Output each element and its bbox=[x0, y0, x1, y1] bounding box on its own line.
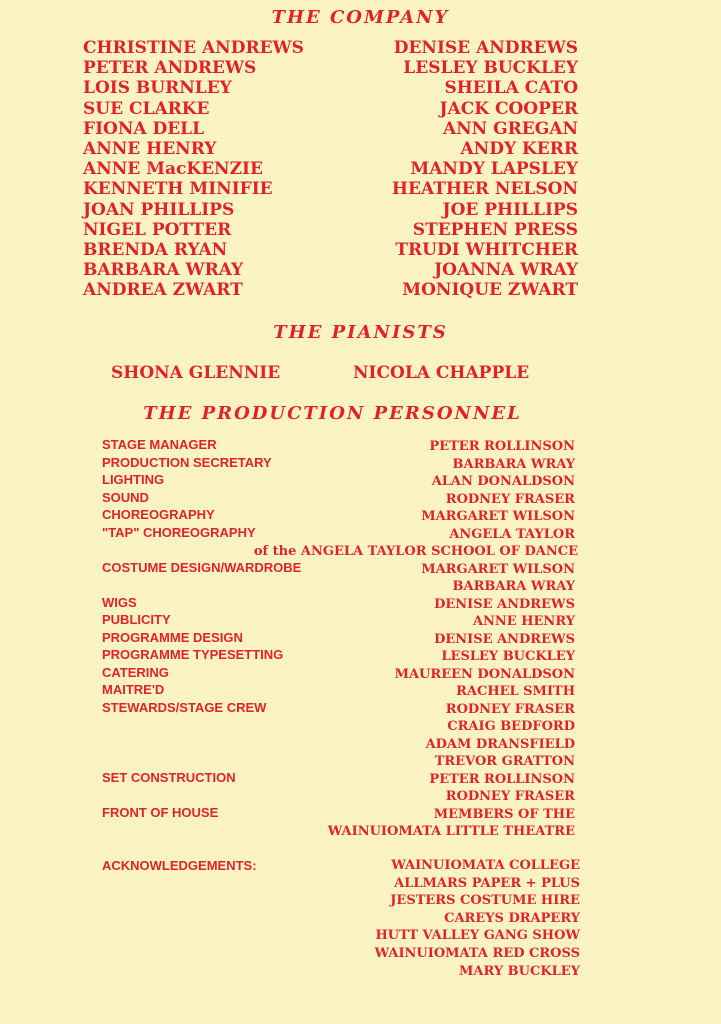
company-member: JOAN PHILLIPS bbox=[83, 199, 235, 220]
company-member: HEATHER NELSON bbox=[391, 179, 578, 200]
company-member: DENISE ANDREWS bbox=[393, 38, 578, 58]
company-member: ANDY KERR bbox=[460, 139, 578, 160]
personnel-name: WAINUIOMATA LITTLE THEATRE bbox=[327, 824, 575, 839]
production-role: COSTUME DESIGN/WARDROBE bbox=[102, 559, 302, 575]
personnel-name: CRAIG BEDFORD bbox=[447, 719, 575, 734]
personnel-name: BARBARA WRAY bbox=[452, 456, 575, 472]
personnel-name: MAUREEN DONALDSON bbox=[394, 666, 575, 682]
company-member: ANNE HENRY bbox=[83, 139, 217, 160]
acknowledgement-name: MARY BUCKLEY bbox=[459, 963, 580, 979]
company-member: FIONA DELL bbox=[83, 118, 205, 139]
company-member: TRUDI WHITCHER bbox=[395, 240, 578, 261]
company-member: JOE PHILLIPS bbox=[442, 199, 578, 220]
personnel-name: MARGARET WILSON bbox=[421, 561, 575, 577]
production-role: CHOREOGRAPHY bbox=[102, 507, 215, 522]
company-member: ANDREA ZWART bbox=[83, 280, 243, 301]
production-role: LIGHTING bbox=[102, 472, 165, 487]
personnel-name: MEMBERS OF THE bbox=[433, 806, 575, 822]
production-role: SOUND bbox=[102, 489, 149, 505]
personnel-name: ALAN DONALDSON bbox=[431, 474, 575, 489]
personnel-name: ANNE HENRY bbox=[472, 614, 575, 629]
production-role: WIGS bbox=[102, 594, 137, 610]
acknowledgements-label: ACKNOWLEDGEMENTS: bbox=[102, 858, 257, 873]
pianists-heading: THE PIANISTS bbox=[273, 322, 448, 343]
acknowledgement-name: WAINUIOMATA RED CROSS bbox=[374, 945, 580, 961]
company-member: STEPHEN PRESS bbox=[412, 219, 578, 240]
company-member: LOIS BURNLEY bbox=[83, 78, 232, 99]
production-role: PRODUCTION SECRETARY bbox=[102, 454, 272, 470]
personnel-name: DENISE ANDREWS bbox=[434, 631, 575, 647]
acknowledgement-name: JESTERS COSTUME HIRE bbox=[390, 893, 580, 909]
personnel-name: ADAM DRANSFIELD bbox=[425, 736, 575, 752]
production-names bbox=[253, 438, 578, 841]
company-member: BRENDA RYAN bbox=[83, 240, 228, 261]
pianist-name: SHONA GLENNIE bbox=[111, 363, 281, 383]
company-list-right bbox=[392, 38, 578, 301]
pianist-name: NICOLA CHAPPLE bbox=[353, 363, 530, 383]
production-role: STAGE MANAGER bbox=[102, 437, 217, 452]
acknowledgement-name: ALLMARS PAPER + PLUS bbox=[394, 875, 580, 891]
company-member: JOANNA WRAY bbox=[434, 260, 578, 281]
company-heading: THE COMPANY bbox=[271, 7, 450, 28]
company-member: ANNE MacKENZIE bbox=[83, 159, 263, 180]
production-role: PROGRAMME TYPESETTING bbox=[102, 647, 284, 662]
acknowledgement-name: CAREYS DRAPERY bbox=[444, 910, 580, 926]
acknowledgement-name: WAINUIOMATA COLLEGE bbox=[391, 858, 580, 873]
production-heading: THE PRODUCTION PERSONNEL bbox=[143, 403, 522, 424]
personnel-name: of the ANGELA TAYLOR SCHOOL OF DANCE bbox=[253, 544, 578, 559]
acknowledgements-list bbox=[375, 857, 580, 980]
company-member: KENNETH MINIFIE bbox=[83, 179, 273, 200]
company-list-left bbox=[83, 38, 304, 301]
production-role: CATERING bbox=[102, 664, 169, 680]
company-member: BARBARA WRAY bbox=[83, 260, 244, 281]
personnel-name: DENISE ANDREWS bbox=[434, 596, 575, 612]
personnel-name: TREVOR GRATTON bbox=[434, 754, 575, 769]
personnel-name: RODNEY FRASER bbox=[445, 491, 575, 507]
company-member: PETER ANDREWS bbox=[83, 58, 257, 79]
company-member: MANDY LAPSLEY bbox=[410, 159, 578, 180]
company-member: MONIQUE ZWART bbox=[402, 280, 578, 301]
production-role: SET CONSTRUCTION bbox=[102, 769, 236, 785]
personnel-name: LESLEY BUCKLEY bbox=[441, 649, 575, 664]
production-role: MAITRE'D bbox=[102, 682, 165, 697]
company-member: SUE CLARKE bbox=[83, 98, 210, 119]
company-member: ANN GREGAN bbox=[442, 118, 578, 139]
personnel-name: ANGELA TAYLOR bbox=[449, 526, 575, 542]
company-member: SHEILA CATO bbox=[444, 78, 578, 99]
personnel-name: MARGARET WILSON bbox=[421, 509, 575, 524]
company-member: CHRISTINE ANDREWS bbox=[83, 38, 304, 58]
personnel-name: RODNEY FRASER bbox=[445, 701, 575, 717]
company-member: JACK COOPER bbox=[439, 98, 578, 119]
acknowledgement-name: HUTT VALLEY GANG SHOW bbox=[375, 928, 580, 944]
personnel-name: RODNEY FRASER bbox=[445, 789, 575, 804]
production-role: "TAP" CHOREOGRAPHY bbox=[102, 524, 256, 540]
production-role: PUBLICITY bbox=[102, 612, 171, 627]
personnel-name: PETER ROLLINSON bbox=[429, 439, 575, 454]
personnel-name: BARBARA WRAY bbox=[452, 579, 575, 594]
company-member: NIGEL POTTER bbox=[83, 219, 232, 240]
production-role: PROGRAMME DESIGN bbox=[102, 629, 243, 645]
production-role: STEWARDS/STAGE CREW bbox=[102, 699, 267, 715]
personnel-name: RACHEL SMITH bbox=[456, 684, 575, 699]
company-member: LESLEY BUCKLEY bbox=[403, 58, 578, 79]
production-role: FRONT OF HOUSE bbox=[102, 804, 219, 820]
personnel-name: PETER ROLLINSON bbox=[429, 771, 575, 787]
